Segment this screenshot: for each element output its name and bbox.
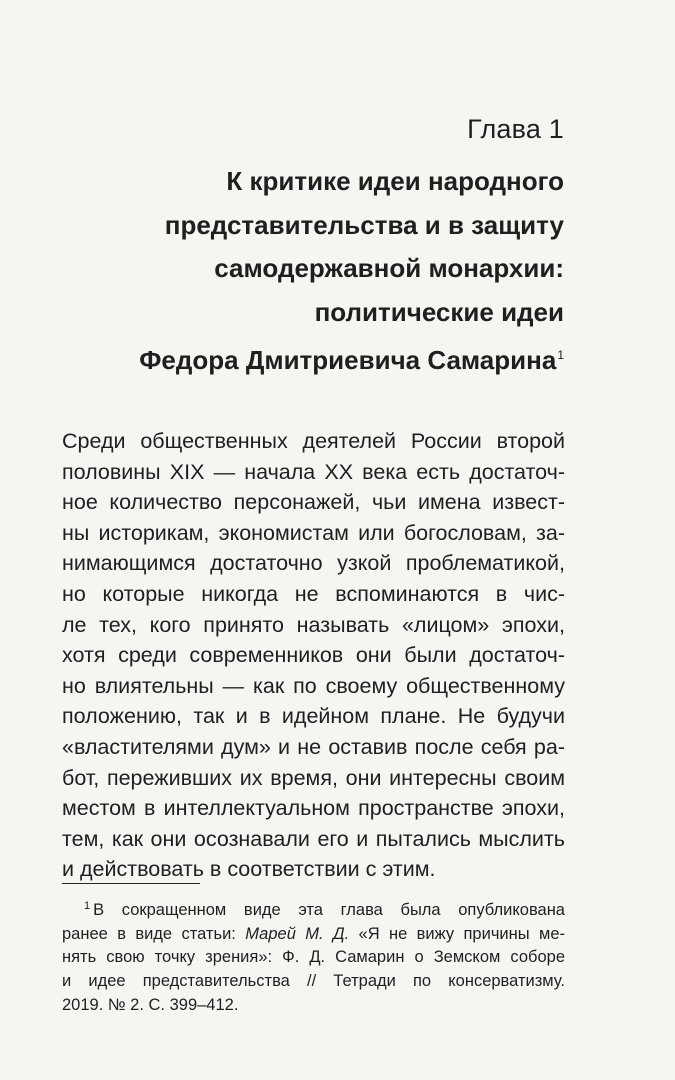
body-line: хотя среди современников они были достаточ- [62, 643, 565, 668]
chapter-title [44, 160, 564, 383]
chapter-title-line: представительства и в защиту [164, 209, 564, 240]
body-line: «властителями дум» и не оставив после себя ра- [62, 734, 565, 759]
chapter-title-line-last [44, 334, 564, 383]
footnote [62, 895, 565, 1018]
body-line: Среди общественных деятелей России второй [62, 429, 565, 453]
body-line: положению, так и в идейном плане. Не будучи [62, 704, 565, 729]
footnote-line [62, 923, 565, 947]
body-line: ное количество персонажей, чьи имена извест- [62, 490, 565, 515]
body-line: но которые никогда не вспоминаются в чис- [62, 581, 565, 606]
body-line: тем, как они осознавали его и пытались мыслить [62, 826, 565, 851]
footnote-line: и идее представительства // Тетради по консерватизму. [62, 972, 565, 991]
chapter-label: Глава 1 [467, 114, 564, 144]
footnote-author: Марей М. Д. [245, 924, 350, 943]
body-line: ны историкам, экономистам или богословам, за- [62, 520, 565, 545]
body-line: бот, переживших их время, они интересны своим [62, 765, 565, 790]
chapter-title-line: К критике идеи народного [226, 166, 564, 196]
footnote-line-text: «Я не вижу причины ме- [349, 924, 565, 943]
footnote-line [62, 895, 565, 923]
body-line: и действовать в соответствии с этим. [62, 857, 436, 882]
footnote-reference: 1 [557, 348, 564, 362]
footnote-line-text: ранее в виде статьи: [62, 924, 246, 943]
chapter-title-line-text: Федора Дмитриевича Самарина [139, 345, 557, 375]
body-line: ле тех, кого принято называть «лицом» эпохи, [62, 612, 565, 637]
body-line: местом в интеллектуальном пространстве эпохи, [62, 796, 565, 821]
body-line: нимающимся достаточно узкой проблематикой, [62, 551, 565, 576]
footnote-line: нять свою точку зрения»: Ф. Д. Самарин о Земском соборе [62, 948, 565, 967]
chapter-title-line: самодержавной монархии: [214, 253, 564, 283]
footnote-divider [62, 883, 200, 884]
footnote-line-text: В сокращенном виде эта глава была опубликована [93, 901, 565, 919]
footnote-number: 1 [84, 900, 91, 912]
body-line: половины XIX — начала XX века есть достаточ- [62, 459, 565, 484]
footnote-line: 2019. № 2. С. 399–412. [62, 995, 239, 1014]
body-paragraph [62, 426, 565, 885]
chapter-title-line: политические идеи [314, 296, 564, 327]
body-line: но влиятельны — как по своему общественному [62, 673, 565, 698]
